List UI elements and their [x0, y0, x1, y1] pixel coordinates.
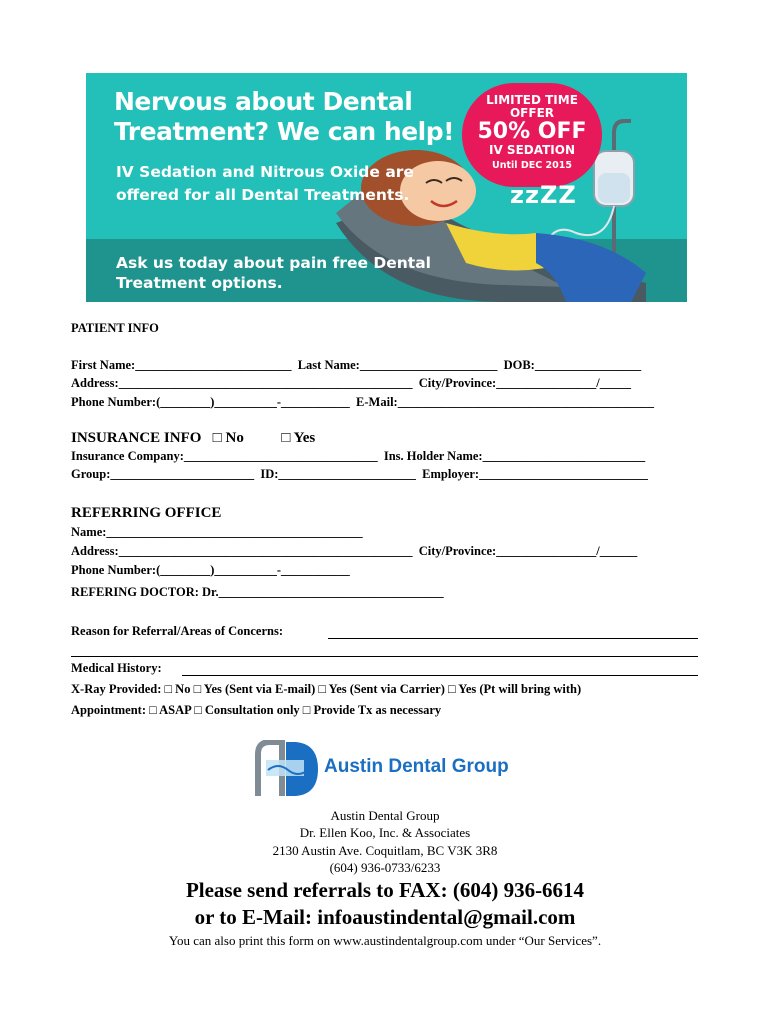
- insurance-line-group[interactable]: Group:_______________________ ID:______________________ Employer:___________________________: [71, 467, 648, 481]
- offer-line3: IV SEDATION: [489, 143, 575, 157]
- reason-field-line-2[interactable]: [71, 656, 698, 657]
- address-line4: (604) 936-0733/6233: [329, 860, 441, 875]
- print-note: You can also print this form on www.austindentalgroup.com under “Our Services”.: [168, 933, 602, 948]
- referring-line-doctor[interactable]: REFERING DOCTOR: Dr.____________________________________: [71, 585, 444, 599]
- patient-line-address[interactable]: Address:_______________________________________________ City/Province:________________/_____: [71, 376, 631, 390]
- logo-name: Austin Dental Group: [324, 756, 509, 777]
- patient-line-name-dob[interactable]: First Name:_________________________ Last Name:______________________ DOB:_________________: [71, 358, 642, 372]
- sleep-zzz-icon: zzZZ: [510, 181, 577, 209]
- address-line1: Austin Dental Group: [330, 808, 440, 823]
- offer-line1: LIMITED TIME OFFER: [486, 93, 578, 120]
- banner-headline: Nervous about Dental Treatment? We can help!: [114, 87, 455, 146]
- referring-line-name[interactable]: Name:_________________________________________: [71, 525, 363, 539]
- ad-logo-icon: [252, 740, 322, 798]
- promo-banner: [86, 73, 687, 302]
- xray-provided-options[interactable]: X-Ray Provided: □ No □ Yes (Sent via E-mail) □ Yes (Sent via Carrier) □ Yes (Pt will bring with): [71, 682, 582, 696]
- offer-badge: [462, 83, 602, 187]
- address-line2: Dr. Ellen Koo, Inc. & Associates: [299, 825, 471, 840]
- address-line3: 2130 Austin Ave. Coquitlam, BC V3K 3R8: [272, 843, 498, 858]
- appointment-options[interactable]: Appointment: □ ASAP □ Consultation only □ Provide Tx as necessary: [71, 703, 442, 717]
- insurance-line-company[interactable]: Insurance Company:_______________________________ Ins. Holder Name:__________________________: [71, 449, 646, 463]
- patient-line-phone-email[interactable]: Phone Number:(________)__________-___________ E-Mail:_________________________________________: [71, 395, 654, 409]
- insurance-info-heading[interactable]: INSURANCE INFO □ No □ Yes: [71, 430, 316, 446]
- referring-line-phone[interactable]: Phone Number:(________)__________-___________: [71, 563, 350, 577]
- email-instruction: or to E-Mail: infoaustindental@gmail.com: [194, 905, 576, 929]
- referring-line-address[interactable]: Address:_______________________________________________ City/Province:________________/______: [71, 544, 638, 558]
- banner-cta: Ask us today about pain free Dental Treatment options.: [116, 254, 431, 292]
- medical-history-label: Medical History:: [71, 661, 162, 675]
- offer-line2: 50% OFF: [477, 119, 587, 144]
- fax-instruction: Please send referrals to FAX: (604) 936-6614: [185, 878, 585, 902]
- medical-history-field-line[interactable]: [182, 675, 698, 676]
- patient-info-heading: PATIENT INFO: [71, 321, 159, 335]
- reason-label: Reason for Referral/Areas of Concerns:: [71, 624, 283, 638]
- reason-field-line[interactable]: [328, 638, 698, 639]
- offer-line4: Until DEC 2015: [492, 160, 572, 171]
- banner-subline: IV Sedation and Nitrous Oxide are offered for all Dental Treatments.: [116, 163, 414, 204]
- referring-office-heading: REFERRING OFFICE: [71, 505, 222, 521]
